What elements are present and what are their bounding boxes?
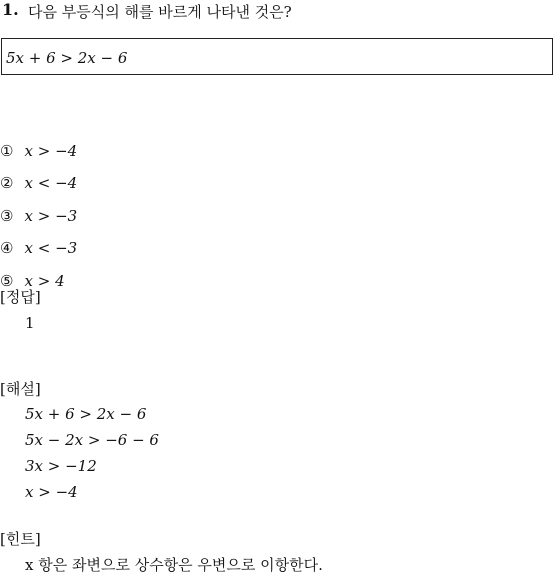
question-number: 1.	[2, 0, 19, 19]
option-mark: ①	[0, 142, 14, 160]
solution-step: x > −4	[25, 483, 78, 501]
option-text: x > 4	[24, 272, 65, 290]
answer-label: [정답]	[0, 288, 41, 306]
solution-step: 5x + 6 > 2x − 6	[25, 405, 147, 423]
option-mark: ②	[0, 174, 14, 192]
solution-step: 3x > −12	[25, 457, 97, 475]
option-text: x > −4	[24, 142, 78, 160]
option-text: x > −3	[24, 207, 78, 225]
hint-text: x 항은 좌변으로 상수항은 우변으로 이항한다.	[25, 556, 323, 574]
option-mark: ④	[0, 239, 14, 257]
option-mark: ③	[0, 207, 14, 225]
option-3[interactable]	[0, 206, 77, 225]
option-1[interactable]	[0, 141, 77, 160]
option-text: x < −3	[24, 239, 78, 257]
option-text: x < −4	[24, 174, 78, 192]
option-4[interactable]	[0, 238, 77, 257]
answer-value: 1	[25, 314, 35, 332]
option-2[interactable]	[0, 173, 77, 192]
question-text: 다음 부등식의 해를 바르게 나타낸 것은?	[28, 3, 292, 21]
option-mark: ⑤	[0, 272, 14, 290]
given-inequality: 5x + 6 > 2x − 6	[6, 49, 128, 67]
solution-label: [해설]	[0, 380, 41, 398]
hint-label: [힌트]	[0, 530, 41, 548]
solution-step: 5x − 2x > −6 − 6	[25, 431, 159, 449]
